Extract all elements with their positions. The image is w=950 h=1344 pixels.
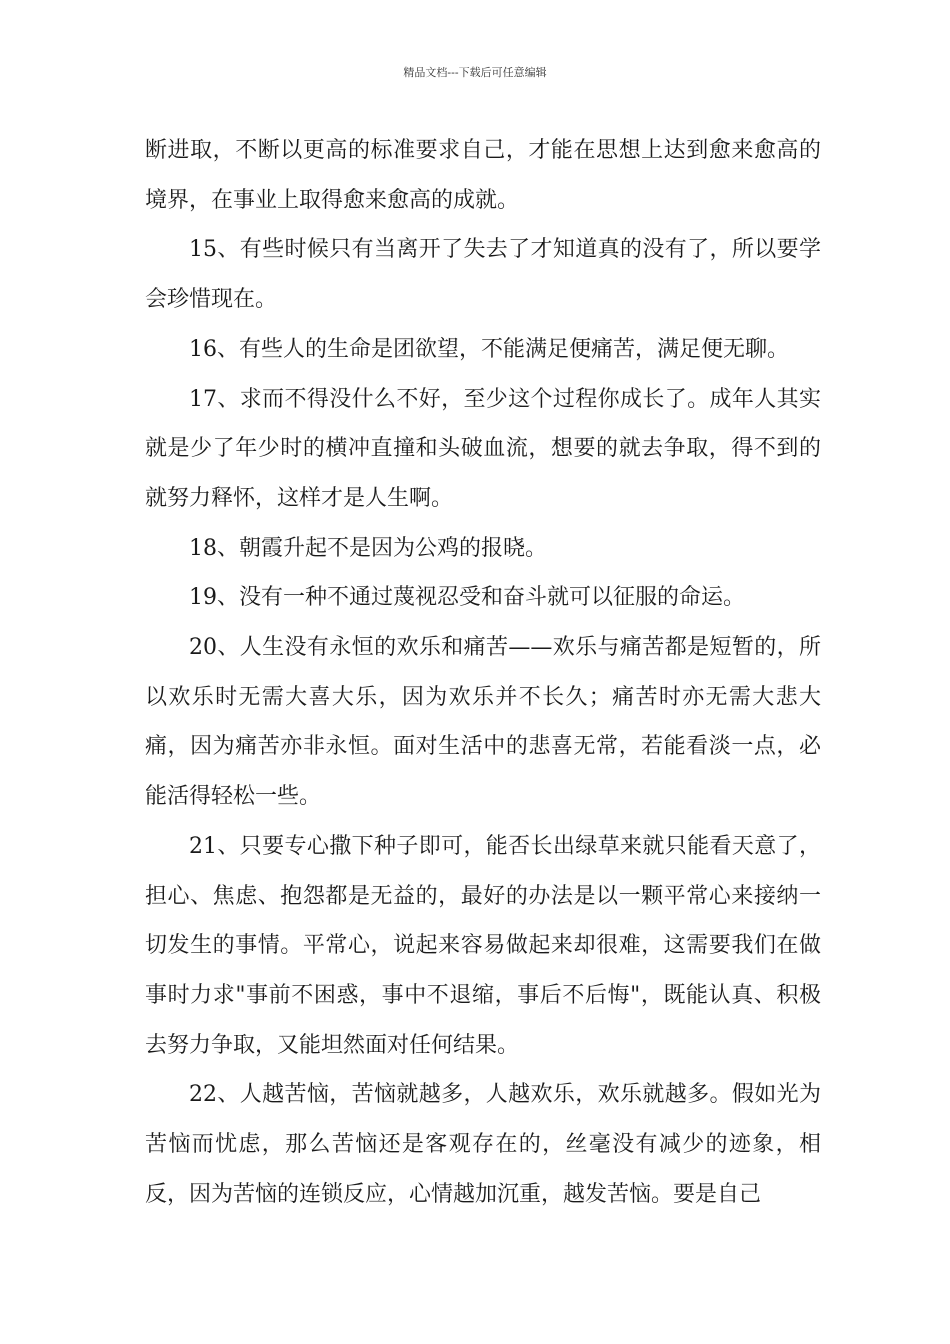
paragraph-item-20: 20、人生没有永恒的欢乐和痛苦——欢乐与痛苦都是短暂的，所以欢乐时无需大喜大乐，因为欢乐并不长久；痛苦时亦无需大悲大痛，因为痛苦亦非永恒。面对生活中的悲喜无常，若能看淡一点，必能活得轻松一些。 — [145, 635, 821, 810]
paragraph-item-17: 17、求而不得没什么不好，至少这个过程你成长了。成年人其实就是少了年少时的横冲直撞和头破血流，想要的就去争取，得不到的就努力释怀，这样才是人生啊。 — [145, 386, 821, 511]
paragraph-item-19: 19、没有一种不通过蔑视忍受和奋斗就可以征服的命运。 — [189, 585, 745, 611]
page-header: 精品文档---下载后可任意编辑 — [403, 66, 547, 79]
paragraph-item-18: 18、朝霞升起不是因为公鸡的报晓。 — [189, 535, 547, 561]
paragraph-item-16: 16、有些人的生命是团欲望，不能满足便痛苦，满足便无聊。 — [189, 336, 789, 362]
paragraph-item-15: 15、有些时候只有当离开了失去了才知道真的没有了，所以要学会珍惜现在。 — [145, 237, 821, 313]
paragraph-continuation: 断进取，不断以更高的标准要求自己，才能在思想上达到愈来愈高的境界，在事业上取得愈来愈高的成就。 — [145, 138, 821, 213]
paragraph-item-22: 22、人越苦恼，苦恼就越多，人越欢乐，欢乐就越多。假如光为苦恼而忧虑，那么苦恼还是客观存在的，丝毫没有减少的迹象，相反，因为苦恼的连锁反应，心情越加沉重，越发苦恼。要是自己 — [145, 1082, 821, 1207]
document-body — [145, 126, 821, 1219]
paragraph-item-21: 21、只要专心撒下种子即可，能否长出绿草来就只能看天意了，担心、焦虑、抱怨都是无益的，最好的办法是以一颗平常心来接纳一切发生的事情。平常心，说起来容易做起来却很难，这需要我们在做事时力求"事前不困惑，事中不退缩，事后不后悔"，既能认真、积极去努力争取，又能坦然面对任何结果。 — [145, 833, 821, 1058]
